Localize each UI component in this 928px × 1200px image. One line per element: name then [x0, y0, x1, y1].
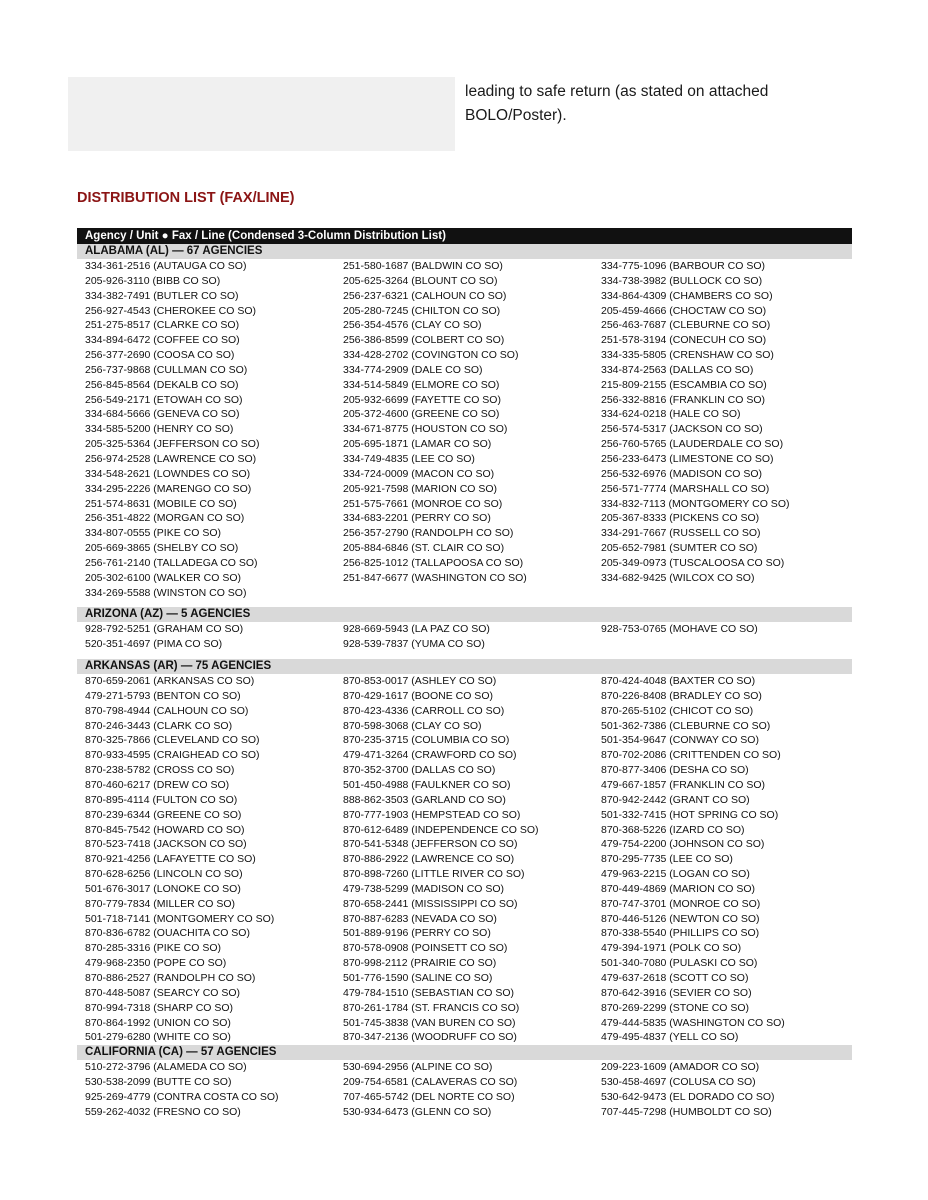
state-spacer: [77, 600, 852, 607]
agency-entry: 256-845-8564 (DEKALB CO SO): [85, 378, 239, 391]
agency-entry: 870-798-4944 (CALHOUN CO SO): [85, 704, 249, 717]
agency-entry: 256-549-2171 (ETOWAH CO SO): [85, 393, 243, 406]
agency-entry: 256-332-8816 (FRANKLIN CO SO): [601, 393, 765, 406]
agency-entry: 334-382-7491 (BUTLER CO SO): [85, 289, 239, 302]
agency-entry: 334-682-9425 (WILCOX CO SO): [601, 571, 755, 584]
agency-entry: 870-898-7260 (LITTLE RIVER CO SO): [343, 868, 525, 881]
agency-entry: 870-347-2136 (WOODRUFF CO SO): [343, 1031, 517, 1044]
agency-entry: 479-471-3264 (CRAWFORD CO SO): [343, 749, 517, 762]
agency-entry: 205-921-7598 (MARION CO SO): [343, 482, 498, 495]
agency-entry: 870-449-4869 (MARION CO SO): [601, 882, 756, 895]
agency-entry: 479-738-5299 (MADISON CO SO): [343, 882, 505, 895]
agency-entry: 205-695-1871 (LAMAR CO SO): [343, 438, 492, 451]
agency-entry: 479-784-1510 (SEBASTIAN CO SO): [343, 986, 514, 999]
agency-entry: 334-361-2516 (AUTAUGA CO SO): [85, 260, 247, 272]
agency-entry: 256-974-2528 (LAWRENCE CO SO): [85, 452, 257, 465]
agency-entry: 707-465-5742 (DEL NORTE CO SO): [343, 1090, 515, 1103]
agency-entry: 209-223-1609 (AMADOR CO SO): [601, 1061, 760, 1074]
agency-entry: 479-667-1857 (FRANKLIN CO SO): [601, 779, 765, 791]
agency-entry: 205-280-7245 (CHILTON CO SO): [343, 304, 501, 317]
agency-entry: 870-578-0908 (POINSETT CO SO): [343, 942, 508, 955]
state-heading: ALABAMA (AL) — 67 AGENCIES: [77, 244, 852, 259]
agency-entry: 334-724-0009 (MACON CO SO): [343, 467, 495, 480]
agency-entry: 334-514-5849 (ELMORE CO SO): [343, 378, 500, 391]
agency-entry: 334-684-5666 (GENEVA CO SO): [85, 408, 240, 421]
agency-entry: 870-265-5102 (CHICOT CO SO): [601, 704, 754, 717]
agency-entry: 256-357-2790 (RANDOLPH CO SO): [343, 527, 514, 540]
agency-entry: 334-807-0555 (PIKE CO SO): [85, 527, 221, 540]
agency-entry: 479-637-2618 (SCOTT CO SO): [601, 971, 749, 984]
agency-entry: 501-889-9196 (PERRY CO SO): [343, 927, 491, 940]
agency-entry: 530-538-2099 (BUTTE CO SO): [85, 1076, 232, 1089]
agency-entry: 205-932-6699 (FAYETTE CO SO): [343, 393, 501, 406]
agency-entry: 870-448-5087 (SEARCY CO SO): [85, 986, 241, 999]
state-section: [77, 607, 852, 652]
agency-entry: 870-429-1617 (BOONE CO SO): [343, 689, 493, 702]
state-heading: CALIFORNIA (CA) — 57 AGENCIES: [77, 1045, 852, 1060]
agency-entry: 256-532-6976 (MADISON CO SO): [601, 467, 763, 480]
agency-entry: 501-362-7386 (CLEBURNE CO SO): [601, 719, 771, 732]
agency-entry: 870-658-2441 (MISSISSIPPI CO SO): [343, 897, 518, 910]
agency-entry: 925-269-4779 (CONTRA COSTA CO SO): [85, 1090, 279, 1103]
agency-entry: 530-694-2956 (ALPINE CO SO): [343, 1061, 493, 1074]
agency-entry: 870-598-3068 (CLAY CO SO): [343, 719, 482, 732]
agency-entry: 479-754-2200 (JOHNSON CO SO): [601, 838, 765, 851]
agency-entry: 870-285-3316 (PIKE CO SO): [85, 942, 221, 955]
agency-entry: 334-832-7113 (MONTGOMERY CO SO): [601, 497, 790, 510]
agency-entry: 205-926-3110 (BIBB CO SO): [85, 274, 221, 287]
agency-entry: 870-836-6782 (OUACHITA CO SO): [85, 927, 250, 940]
agency-entry: 870-887-6283 (NEVADA CO SO): [343, 912, 497, 925]
agency-entry: 501-354-9647 (CONWAY CO SO): [601, 734, 759, 747]
agency-entry: 334-585-5200 (HENRY CO SO): [85, 423, 234, 436]
agency-entry: 870-338-5540 (PHILLIPS CO SO): [601, 927, 760, 940]
section-title: DISTRIBUTION LIST (FAX/LINE): [77, 190, 295, 206]
agency-entry: 256-571-7774 (MARSHALL CO SO): [601, 482, 770, 495]
agency-entry: 256-377-2690 (COOSA CO SO): [85, 349, 235, 362]
agency-entry: 479-271-5793 (BENTON CO SO): [85, 689, 241, 702]
agency-entry: 520-351-4697 (PIMA CO SO): [85, 638, 223, 651]
agency-entry: 870-424-4048 (BAXTER CO SO): [601, 675, 756, 688]
distribution-table: [77, 228, 852, 1120]
agency-entry: 256-761-2140 (TALLADEGA CO SO): [85, 556, 258, 569]
agency-entry: 870-352-3700 (DALLAS CO SO): [343, 764, 496, 777]
agency-entry: 205-652-7981 (SUMTER CO SO): [601, 542, 758, 555]
intro-text: [465, 80, 865, 128]
agency-entry: 334-335-5805 (CRENSHAW CO SO): [601, 349, 774, 362]
state-section: [77, 244, 852, 600]
agency-entry: 205-367-8333 (PICKENS CO SO): [601, 512, 760, 525]
agency-entry: 870-541-5348 (JEFFERSON CO SO): [343, 838, 518, 851]
agency-entry: 205-302-6100 (WALKER CO SO): [85, 571, 242, 584]
agency-entry: 870-942-2442 (GRANT CO SO): [601, 793, 750, 806]
agency-entry: 479-963-2215 (LOGAN CO SO): [601, 868, 750, 881]
agency-entry: 870-864-1992 (UNION CO SO): [85, 1016, 231, 1029]
agency-entry: 870-702-2086 (CRITTENDEN CO SO): [601, 749, 781, 762]
agency-entry: 256-386-8599 (COLBERT CO SO): [343, 334, 505, 347]
agency-entry: 870-269-2299 (STONE CO SO): [601, 1001, 750, 1014]
agency-entry: 870-368-5226 (IZARD CO SO): [601, 823, 745, 836]
agency-entry: 870-994-7318 (SHARP CO SO): [85, 1001, 234, 1014]
state-section: [77, 659, 852, 1045]
agency-entry: 334-624-0218 (HALE CO SO): [601, 408, 741, 421]
agency-entry: 334-428-2702 (COVINGTON CO SO): [343, 349, 519, 362]
agency-entry: 334-894-6472 (COFFEE CO SO): [85, 334, 240, 347]
state-spacer: [77, 652, 852, 659]
agency-entry: 251-580-1687 (BALDWIN CO SO): [343, 260, 503, 272]
agency-entry: 334-683-2201 (PERRY CO SO): [343, 512, 491, 525]
agency-entry: 870-446-5126 (NEWTON CO SO): [601, 912, 760, 925]
agency-entry: 870-235-3715 (COLUMBIA CO SO): [343, 734, 510, 747]
agency-entry: 205-625-3264 (BLOUNT CO SO): [343, 274, 498, 287]
agency-entry: 870-845-7542 (HOWARD CO SO): [85, 823, 245, 836]
agency-entry: 501-776-1590 (SALINE CO SO): [343, 971, 493, 984]
agency-entry: 251-574-8631 (MOBILE CO SO): [85, 497, 237, 510]
agency-entry: 251-575-7661 (MONROE CO SO): [343, 497, 503, 510]
agency-entry: 870-239-6344 (GREENE CO SO): [85, 808, 242, 821]
agency-entry: 510-272-3796 (ALAMEDA CO SO): [85, 1061, 247, 1074]
agency-entry: 334-291-7667 (RUSSELL CO SO): [601, 527, 761, 540]
agency-entry: 501-745-3838 (VAN BUREN CO SO): [343, 1016, 516, 1029]
agency-entry: 501-332-7415 (HOT SPRING CO SO): [601, 808, 779, 821]
agency-entry: 870-261-1784 (ST. FRANCIS CO SO): [343, 1001, 520, 1014]
agency-entry: 888-862-3503 (GARLAND CO SO): [343, 793, 506, 806]
agency-entry: 870-886-2922 (LAWRENCE CO SO): [343, 853, 515, 866]
table-header: Agency / Unit ● Fax / Line (Condensed 3-Column Distribution List): [77, 228, 852, 244]
agency-entry: 251-847-6677 (WASHINGTON CO SO): [343, 571, 527, 584]
agency-entry: 334-295-2226 (MARENGO CO SO): [85, 482, 252, 495]
agency-entry: 256-351-4822 (MORGAN CO SO): [85, 512, 245, 525]
agency-entry: 205-884-6846 (ST. CLAIR CO SO): [343, 542, 505, 555]
agency-entry: 256-760-5765 (LAUDERDALE CO SO): [601, 438, 784, 451]
gray-placeholder-box: [68, 77, 455, 151]
state-heading: ARIZONA (AZ) — 5 AGENCIES: [77, 607, 852, 622]
agency-entry: 870-246-3443 (CLARK CO SO): [85, 719, 233, 732]
agency-entry: 870-886-2527 (RANDOLPH CO SO): [85, 971, 256, 984]
agency-entry: 870-642-3916 (SEVIER CO SO): [601, 986, 752, 999]
agency-entry: 870-921-4256 (LAFAYETTE CO SO): [85, 853, 256, 866]
agency-entry: 928-753-0765 (MOHAVE CO SO): [601, 623, 758, 636]
agency-entry: 870-998-2112 (PRAIRIE CO SO): [343, 957, 497, 970]
agency-entry: 479-394-1971 (POLK CO SO): [601, 942, 742, 955]
agency-grid: [77, 259, 852, 600]
agency-entry: 256-825-1012 (TALLAPOOSA CO SO): [343, 556, 524, 569]
agency-entry: 501-340-7080 (PULASKI CO SO): [601, 957, 758, 970]
agency-entry: 870-747-3701 (MONROE CO SO): [601, 897, 761, 910]
agency-entry: 205-459-4666 (CHOCTAW CO SO): [601, 304, 767, 317]
agency-entry: 334-774-2909 (DALE CO SO): [343, 363, 483, 376]
agency-entry: 870-628-6256 (LINCOLN CO SO): [85, 868, 243, 881]
agency-entry: 479-444-5835 (WASHINGTON CO SO): [601, 1016, 785, 1029]
agency-entry: 334-864-4309 (CHAMBERS CO SO): [601, 289, 773, 302]
agency-entry: 501-279-6280 (WHITE CO SO): [85, 1031, 231, 1044]
agency-entry: 870-238-5782 (CROSS CO SO): [85, 764, 235, 777]
agency-entry: 530-934-6473 (GLENN CO SO): [343, 1105, 492, 1118]
agency-entry: 870-779-7834 (MILLER CO SO): [85, 897, 235, 910]
agency-entry: 209-754-6581 (CALAVERAS CO SO): [343, 1076, 518, 1089]
agency-entry: 205-325-5364 (JEFFERSON CO SO): [85, 438, 260, 451]
state-heading: ARKANSAS (AR) — 75 AGENCIES: [77, 659, 852, 674]
agency-entry: 928-539-7837 (YUMA CO SO): [343, 638, 485, 651]
agency-entry: 205-372-4600 (GREENE CO SO): [343, 408, 500, 421]
agency-entry: 870-295-7735 (LEE CO SO): [601, 853, 733, 866]
agency-entry: 870-325-7866 (CLEVELAND CO SO): [85, 734, 260, 747]
agency-entry: 870-612-6489 (INDEPENDENCE CO SO): [343, 823, 539, 836]
agency-grid: [77, 1060, 852, 1119]
agency-entry: 501-718-7141 (MONTGOMERY CO SO): [85, 912, 275, 925]
intro-line-2: BOLO/Poster).: [465, 107, 567, 124]
agency-entry: 215-809-2155 (ESCAMBIA CO SO): [601, 378, 767, 391]
agency-entry: 256-354-4576 (CLAY CO SO): [343, 319, 482, 332]
agency-entry: 707-445-7298 (HUMBOLDT CO SO): [601, 1105, 772, 1118]
agency-entry: 870-523-7418 (JACKSON CO SO): [85, 838, 247, 851]
agency-entry: 870-853-0017 (ASHLEY CO SO): [343, 675, 497, 688]
agency-grid: [77, 674, 852, 1045]
state-section: [77, 1045, 852, 1119]
agency-entry: 870-895-4114 (FULTON CO SO): [85, 793, 238, 806]
agency-entry: 251-578-3194 (CONECUH CO SO): [601, 334, 767, 347]
agency-entry: 256-463-7687 (CLEBURNE CO SO): [601, 319, 771, 332]
agency-entry: 870-933-4595 (CRAIGHEAD CO SO): [85, 749, 260, 762]
agency-entry: 870-423-4336 (CARROLL CO SO): [343, 704, 505, 717]
agency-entry: 334-548-2621 (LOWNDES CO SO): [85, 467, 251, 480]
agency-entry: 530-458-4697 (COLUSA CO SO): [601, 1076, 756, 1089]
agency-entry: 559-262-4032 (FRESNO CO SO): [85, 1105, 241, 1118]
agency-entry: 334-874-2563 (DALLAS CO SO): [601, 363, 754, 376]
agency-entry: 870-460-6217 (DREW CO SO): [85, 779, 230, 791]
agency-entry: 251-275-8517 (CLARKE CO SO): [85, 319, 240, 332]
agency-entry: 256-237-6321 (CALHOUN CO SO): [343, 289, 507, 302]
agency-entry: 256-737-9868 (CULLMAN CO SO): [85, 363, 248, 376]
agency-entry: 479-495-4837 (YELL CO SO): [601, 1031, 739, 1044]
agency-entry: 870-226-8408 (BRADLEY CO SO): [601, 689, 762, 702]
agency-entry: 334-671-8775 (HOUSTON CO SO): [343, 423, 508, 436]
intro-line-1: leading to safe return (as stated on attached: [465, 83, 769, 100]
agency-entry: 205-349-0973 (TUSCALOOSA CO SO): [601, 556, 785, 569]
agency-grid: [77, 622, 852, 652]
agency-entry: 530-642-9473 (EL DORADO CO SO): [601, 1090, 775, 1103]
agency-entry: 256-927-4543 (CHEROKEE CO SO): [85, 304, 256, 317]
agency-entry: 928-669-5943 (LA PAZ CO SO): [343, 623, 490, 636]
agency-entry: 870-659-2061 (ARKANSAS CO SO): [85, 675, 255, 688]
agency-entry: 870-877-3406 (DESHA CO SO): [601, 764, 749, 777]
states-container: [77, 244, 852, 1120]
agency-entry: 334-775-1096 (BARBOUR CO SO): [601, 260, 765, 272]
agency-entry: 479-968-2350 (POPE CO SO): [85, 957, 227, 970]
agency-entry: 256-574-5317 (JACKSON CO SO): [601, 423, 763, 436]
agency-entry: 205-669-3865 (SHELBY CO SO): [85, 542, 239, 555]
agency-entry: 928-792-5251 (GRAHAM CO SO): [85, 623, 244, 636]
agency-entry: 501-450-4988 (FAULKNER CO SO): [343, 779, 511, 791]
agency-entry: 334-749-4835 (LEE CO SO): [343, 452, 475, 465]
agency-entry: 870-777-1903 (HEMPSTEAD CO SO): [343, 808, 521, 821]
agency-entry: 501-676-3017 (LONOKE CO SO): [85, 882, 241, 895]
agency-entry: 334-738-3982 (BULLOCK CO SO): [601, 274, 763, 287]
agency-entry: 334-269-5588 (WINSTON CO SO): [85, 586, 247, 599]
agency-entry: 256-233-6473 (LIMESTONE CO SO): [601, 452, 774, 465]
